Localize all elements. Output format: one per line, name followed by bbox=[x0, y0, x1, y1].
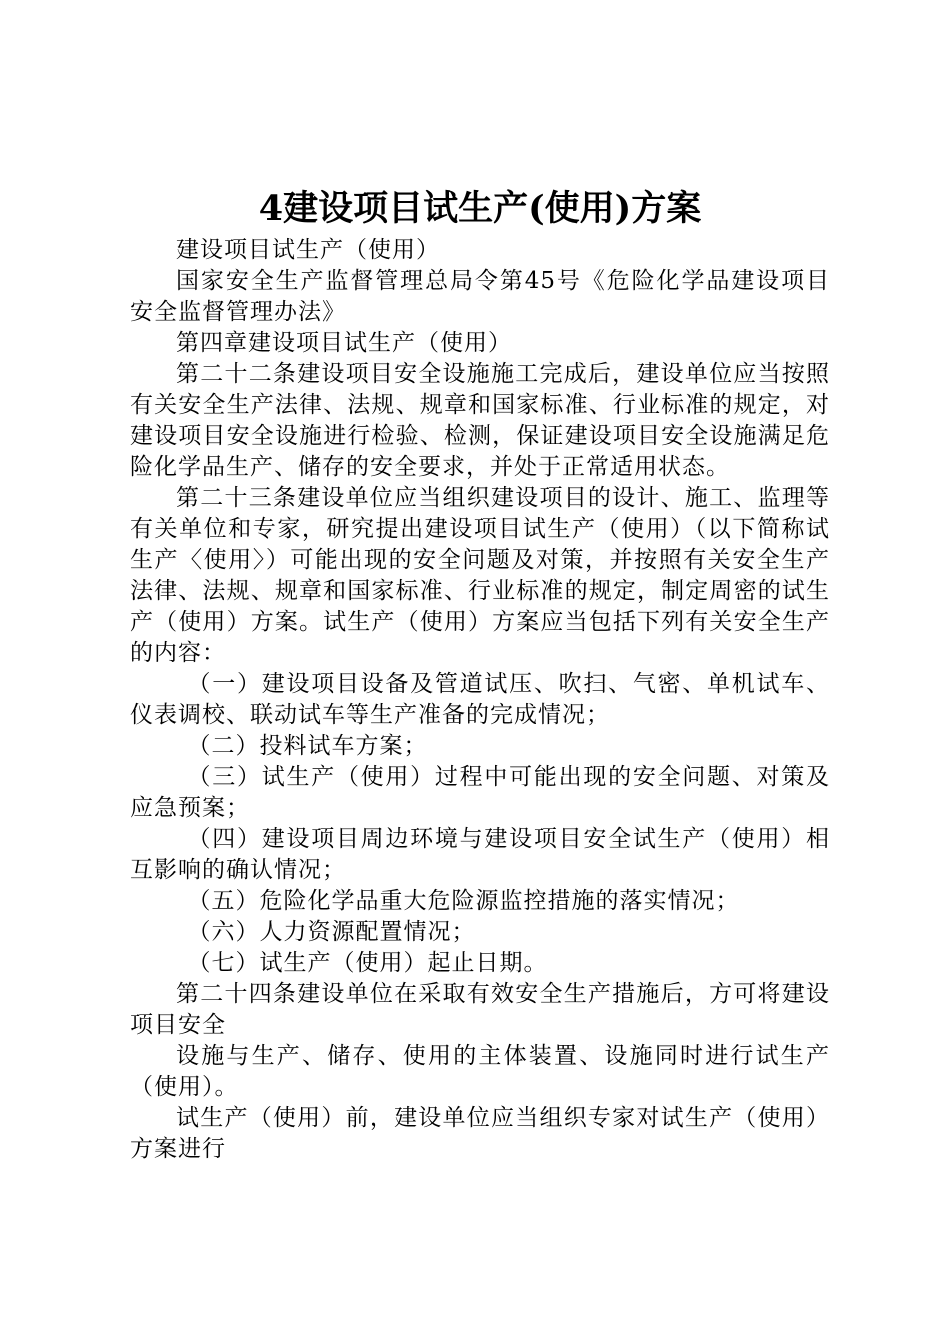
list-item: （五）危险化学品重大危险源监控措施的落实情况； bbox=[187, 888, 740, 914]
paragraph: 第二十二条建设项目安全设施施工完成后，建设单位应当按照有关安全生产法律、法规、规章和国家标准、行业标准的规定，对建设项目安全设施进行检验、检测，保证建设项目安全设施满足危险化学品生产、储存的安全要求，并处于正常适用状态。 bbox=[130, 361, 830, 480]
list-item: （七）试生产（使用）起止日期。 bbox=[187, 950, 548, 976]
list-item: （二）投料试车方案； bbox=[187, 733, 428, 759]
list-item: （三）试生产（使用）过程中可能出现的安全问题、对策及应急预案； bbox=[130, 764, 830, 821]
document-body bbox=[130, 235, 830, 1165]
paragraph: 国家安全生产监督管理总局令第45号《危险化学品建设项目安全监督管理办法》 bbox=[130, 268, 830, 325]
paragraph: 设施与生产、储存、使用的主体装置、设施同时进行试生产（使用）。 bbox=[130, 1043, 830, 1100]
paragraph: 试生产（使用）前，建设单位应当组织专家对试生产（使用）方案进行 bbox=[130, 1105, 830, 1162]
document-page bbox=[130, 183, 830, 1165]
paragraph: 第四章建设项目试生产（使用） bbox=[176, 330, 512, 356]
list-item: （四）建设项目周边环境与建设项目安全试生产（使用）相互影响的确认情况； bbox=[130, 826, 830, 883]
paragraph: 第二十四条建设单位在采取有效安全生产措施后，方可将建设项目安全 bbox=[130, 981, 830, 1038]
paragraph: 建设项目试生产（使用） bbox=[176, 237, 440, 263]
list-item: （六）人力资源配置情况； bbox=[187, 919, 476, 945]
list-item: （一）建设项目设备及管道试压、吹扫、气密、单机试车、仪表调校、联动试车等生产准备的完成情况； bbox=[130, 671, 830, 728]
document-title: 4建设项目试生产(使用)方案 bbox=[258, 188, 702, 229]
paragraph: 第二十三条建设单位应当组织建设项目的设计、施工、监理等有关单位和专家，研究提出建设项目试生产（使用）（以下简称试生产〈使用〉）可能出现的安全问题及对策，并按照有关安全生产法律、法规、规章和国家标准、行业标准的规定，制定周密的试生产（使用）方案。试生产（使用）方案应当包括下列有关安全生产的内容： bbox=[130, 485, 830, 666]
